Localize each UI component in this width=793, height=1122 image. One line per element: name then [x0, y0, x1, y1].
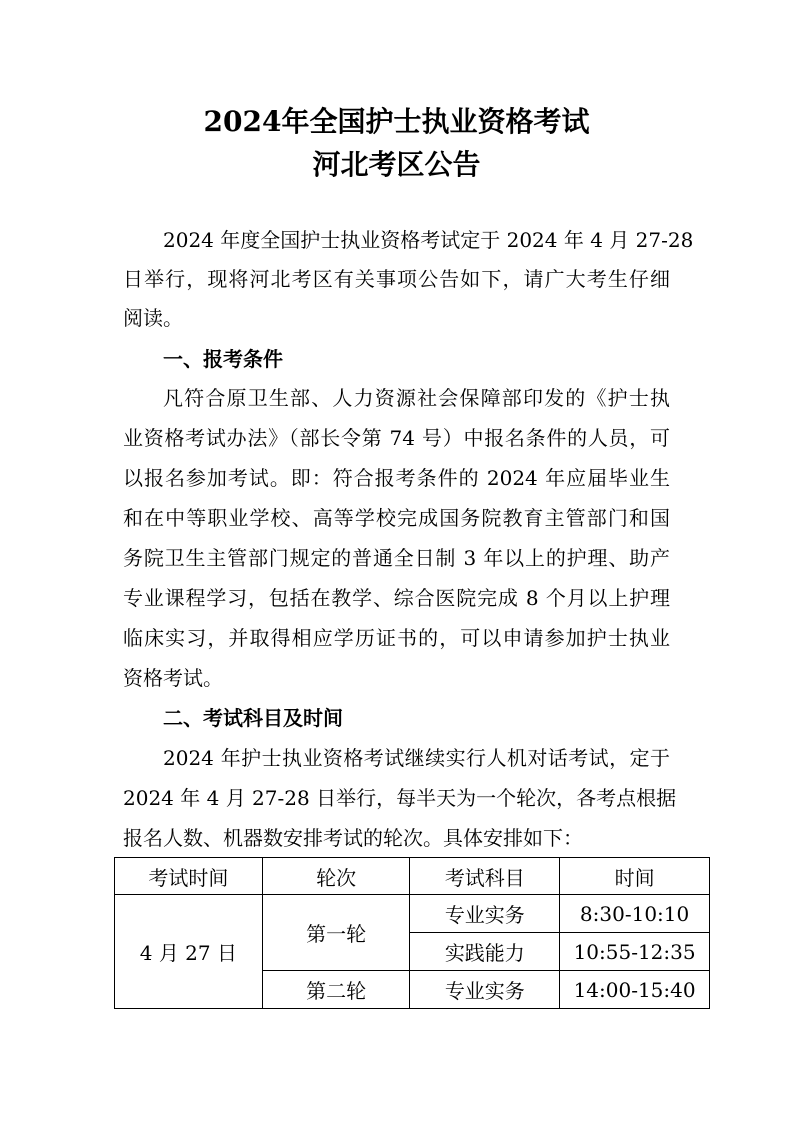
cell-subject: 专业实务: [410, 971, 560, 1009]
section2-line-3: 报名人数、机器数安排考试的轮次。具体安排如下：: [123, 826, 583, 850]
cell-time: 14:00-15:40: [560, 971, 710, 1009]
header-subject: 考试科目: [410, 858, 560, 895]
section1-line-2: 业资格考试办法》（部长令第 74 号）中报名条件的人员，可: [123, 426, 670, 450]
schedule-table: [114, 857, 710, 1009]
cell-subject: 专业实务: [410, 895, 560, 933]
table-row: [115, 895, 710, 933]
section1-heading: 一、报考条件: [163, 347, 283, 371]
page-title: 2024年全国护士执业资格考试: [203, 105, 590, 138]
intro-line-1: 2024 年度全国护士执业资格考试定于 2024 年 4 月 27-28: [163, 228, 694, 252]
section1-line-8: 资格考试。: [123, 666, 223, 690]
cell-round-2: 第二轮: [262, 971, 410, 1009]
section1-line-5: 务院卫生主管部门规定的普通全日制 3 年以上的护理、助产: [123, 546, 670, 570]
intro-line-3: 阅读。: [123, 306, 183, 330]
section1-line-7: 临床实习，并取得相应学历证书的，可以申请参加护士执业: [123, 626, 670, 650]
cell-round-1: 第一轮: [262, 895, 410, 971]
table-header-row: [115, 858, 710, 895]
section1-line-6: 专业课程学习，包括在教学、综合医院完成 8 个月以上护理: [123, 586, 670, 610]
page-subtitle: 河北考区公告: [312, 148, 481, 181]
cell-exam-date: 4 月 27 日: [115, 895, 263, 1009]
section2-line-1: 2024 年护士执业资格考试继续实行人机对话考试，定于: [163, 746, 670, 770]
intro-line-2: 日举行，现将河北考区有关事项公告如下，请广大考生仔细: [123, 267, 670, 291]
header-exam-date: 考试时间: [115, 858, 263, 895]
section2-line-2: 2024 年 4 月 27-28 日举行，每半天为一个轮次，各考点根据: [123, 786, 677, 810]
cell-subject: 实践能力: [410, 933, 560, 971]
section1-line-1: 凡符合原卫生部、人力资源社会保障部印发的《护士执: [163, 386, 670, 410]
cell-time: 8:30-10:10: [560, 895, 710, 933]
header-round: 轮次: [262, 858, 410, 895]
section1-line-3: 以报名参加考试。即：符合报考条件的 2024 年应届毕业生: [123, 466, 670, 490]
header-time: 时间: [560, 858, 710, 895]
section2-heading: 二、考试科目及时间: [163, 706, 343, 730]
section1-line-4: 和在中等职业学校、高等学校完成国务院教育主管部门和国: [123, 506, 670, 530]
cell-time: 10:55-12:35: [560, 933, 710, 971]
